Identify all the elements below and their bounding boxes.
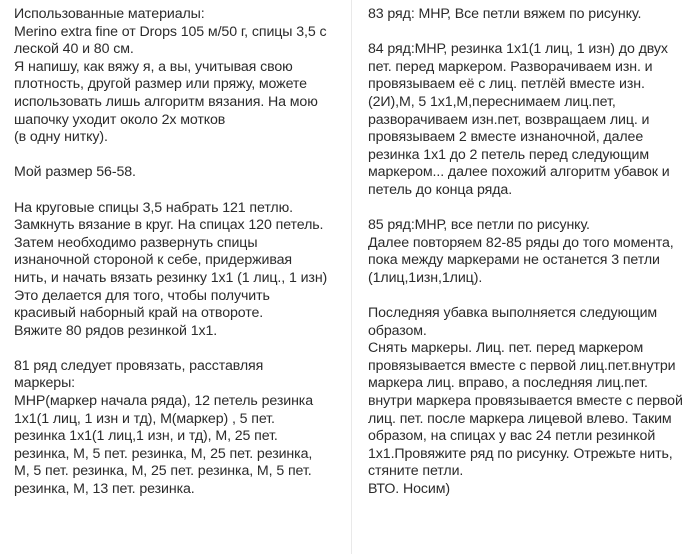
text-line: (в одну нитку). bbox=[14, 129, 108, 146]
text-line: резинка 1х1 до 2 петель перед следующим bbox=[368, 146, 649, 163]
text-line: Я напишу, как вяжу я, а вы, учитывая свою bbox=[14, 58, 293, 75]
text-paragraph bbox=[14, 358, 362, 499]
text-line: ВТО. Носим) bbox=[368, 481, 450, 498]
text-line: образом, на спицах у вас 24 петли резинкой bbox=[368, 428, 656, 445]
text-line: 84 ряд:МНР, резинка 1х1(1 лиц, 1 изн) до двух bbox=[368, 41, 668, 58]
text-line: Вяжите 80 рядов резинкой 1х1. bbox=[14, 322, 218, 339]
right-column bbox=[352, 0, 699, 554]
text-line: Последняя убавка выполняется следующим bbox=[368, 305, 658, 322]
text-line: маркеры: bbox=[14, 375, 76, 392]
text-line: нить, и начать вязать резинку 1х1 (1 лиц., 1 изн) bbox=[14, 269, 328, 286]
text-line: (1лиц,1изн,1лиц). bbox=[368, 269, 483, 286]
text-line: МНР(маркер начала ряда), 12 петель резинка bbox=[14, 393, 314, 410]
text-line: провязываем её с лиц. петлёй вместе изн. bbox=[368, 76, 645, 93]
text-line: Мой размер 56-58. bbox=[14, 164, 136, 181]
text-line: образом. bbox=[368, 322, 427, 339]
text-line: Использованные материалы: bbox=[14, 6, 205, 22]
text-line: изнаночной стороной к себе, придерживая bbox=[14, 252, 292, 269]
text-line: Далее повторяем 82-85 ряды до того момента, bbox=[368, 234, 674, 251]
text-line: резинка, М, 5 пет. резинка, М, 25 пет. резинка, bbox=[14, 445, 313, 462]
text-line: внутри маркера провязывается вместе с первой bbox=[368, 393, 683, 410]
text-line: 81 ряд следует провязать, расставляя bbox=[14, 357, 264, 374]
text-line: Замкнуть вязание в круг. На спицах 120 петель. bbox=[14, 217, 324, 234]
text-line: стяните петли. bbox=[368, 463, 464, 480]
text-paragraph bbox=[368, 6, 693, 24]
text-line: М, 5 пет. резинка, М, 25 пет. резинка, М, 5 пет. bbox=[14, 463, 312, 480]
text-line: 1х1(1 лиц, 1 изн и тд), М(маркер) , 5 пет. bbox=[14, 410, 275, 427]
text-line: плотность, другой размер или пряжу, можете bbox=[14, 76, 307, 93]
text-line: петель до конца ряда. bbox=[368, 181, 513, 198]
text-line: На круговые спицы 3,5 набрать 121 петлю. bbox=[14, 199, 293, 216]
text-line: маркера лиц. вправо, а последняя лиц.пет. bbox=[368, 375, 648, 392]
text-line: резинка, М, 13 пет. резинка. bbox=[14, 481, 195, 498]
text-line: 83 ряд: МНР, Все петли вяжем по рисунку. bbox=[368, 6, 642, 22]
text-line: 1х1.Провяжите ряд по рисунку. Отрежьте нить, bbox=[368, 445, 673, 462]
text-paragraph bbox=[14, 6, 362, 147]
text-line: разворачиваем изн.пет, возвращаем лиц. и bbox=[368, 111, 650, 128]
text-paragraph bbox=[368, 41, 693, 199]
text-line: пет. перед маркером. Разворачиваем изн. и bbox=[368, 58, 653, 75]
text-line: провязывается вместе с первой лиц.пет.внутри bbox=[368, 357, 676, 374]
text-line: леской 40 и 80 см. bbox=[14, 41, 134, 58]
text-line: резинка 1х1(1 лиц,1 изн, и тд), М, 25 пет. bbox=[14, 428, 278, 445]
text-line: пока между маркерами не останется 3 петли bbox=[368, 252, 660, 269]
text-line: использовать лишь алгоритм вязания. На мою bbox=[14, 93, 318, 110]
text-line: 85 ряд:МНР, все петли по рисунку. bbox=[368, 217, 590, 234]
text-line: Это делается для того, чтобы получить bbox=[14, 287, 270, 304]
text-paragraph bbox=[14, 200, 362, 341]
text-line: Merino extra fine от Drops 105 м/50 г, спицы 3,5 с bbox=[14, 23, 327, 40]
text-line: Снять маркеры. Лиц. пет. перед маркером bbox=[368, 340, 644, 357]
text-line: лиц. пет. после маркера лицевой влево. Таким bbox=[368, 410, 672, 427]
text-line: (2И),М, 5 1х1,М,переснимаем лиц.пет, bbox=[368, 93, 616, 110]
text-line: маркером... далее похожий алгоритм убавок и bbox=[368, 164, 670, 181]
text-paragraph bbox=[368, 217, 693, 287]
text-line: провязываем 2 вместе изнаночной, далее bbox=[368, 129, 644, 146]
text-line: шапочку уходит около 2х мотков bbox=[14, 111, 226, 128]
text-paragraph bbox=[368, 305, 693, 499]
text-line: красивый наборный край на отвороте. bbox=[14, 305, 264, 322]
text-line: Затем необходимо развернуть спицы bbox=[14, 234, 258, 251]
text-paragraph bbox=[14, 164, 362, 182]
